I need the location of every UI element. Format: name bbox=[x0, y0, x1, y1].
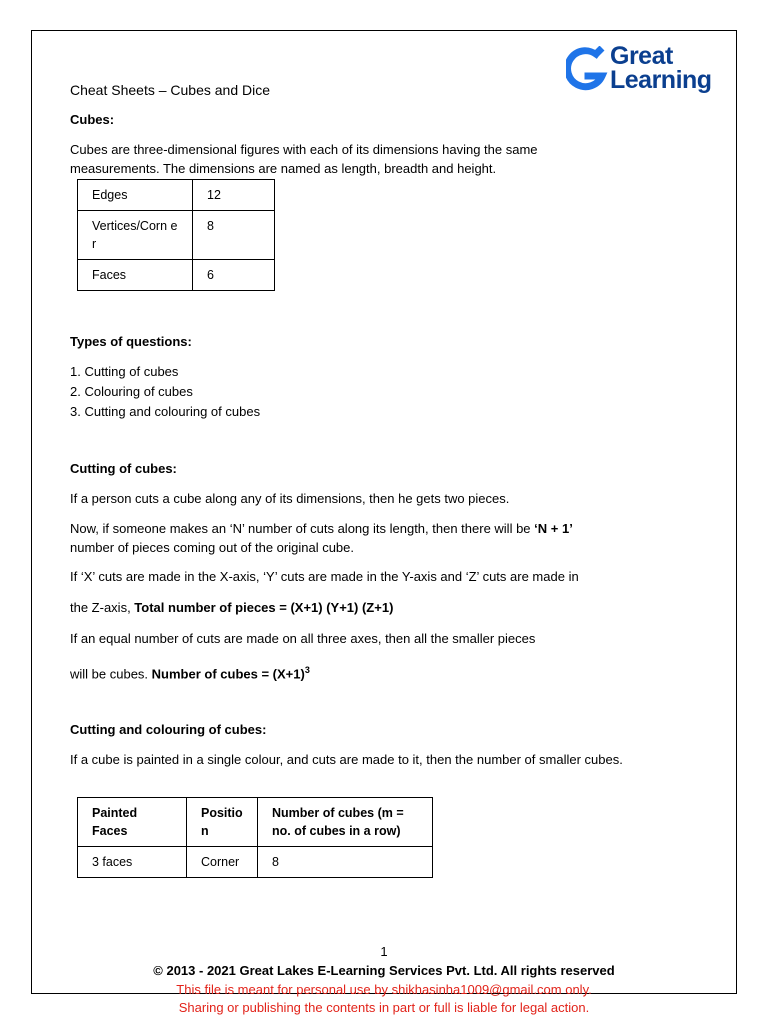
table-cell-value: 8 bbox=[193, 211, 275, 260]
page-number: 1 bbox=[380, 944, 388, 959]
logo-line-1: Great bbox=[610, 42, 673, 70]
table-row bbox=[78, 180, 275, 211]
table-header-row bbox=[78, 798, 433, 847]
text-run: Now, if someone makes an ‘N’ number of cuts along its length, then there will be bbox=[70, 521, 535, 536]
logo-text bbox=[610, 44, 712, 92]
types-item-1: 1. Cutting of cubes bbox=[70, 364, 179, 379]
legal-warning: Sharing or publishing the contents in part or full is liable for legal action. bbox=[178, 1000, 590, 1015]
cutting-heading: Cutting of cubes: bbox=[70, 461, 177, 476]
cutting-paragraph-2-line-2: number of pieces coming out of the original cube. bbox=[70, 540, 355, 555]
great-learning-logo bbox=[566, 44, 726, 100]
cubes-paragraph-line-2: measurements. The dimensions are named as length, breadth and height. bbox=[70, 161, 497, 176]
exponent: 3 bbox=[304, 665, 310, 675]
personal-use-warning: This file is meant for personal use by shikhasinha1009@gmail.com only. bbox=[176, 982, 592, 997]
colouring-heading: Cutting and colouring of cubes: bbox=[70, 722, 267, 737]
table-cell: Corner bbox=[187, 847, 258, 878]
colouring-paragraph: If a cube is painted in a single colour, and cuts are made to it, then the number of smaller cubes. bbox=[70, 752, 623, 767]
table-header-cell: Painted Faces bbox=[78, 798, 187, 847]
table-cell-value: 12 bbox=[193, 180, 275, 211]
number-of-cubes-formula: Number of cubes = (X+1) bbox=[151, 666, 305, 682]
table-row bbox=[78, 260, 275, 291]
types-item-2: 2. Colouring of cubes bbox=[70, 384, 193, 399]
text-run-bold: ‘N + 1’ bbox=[534, 521, 573, 536]
table-header-cell: Positio n bbox=[187, 798, 258, 847]
g-logo-icon bbox=[566, 46, 610, 98]
cube-properties-table bbox=[77, 179, 275, 291]
cutting-paragraph-3-line-2 bbox=[70, 598, 393, 617]
text-run: will be cubes. bbox=[70, 666, 152, 682]
total-pieces-formula: Total number of pieces = (X+1) (Y+1) (Z+1) bbox=[134, 600, 394, 615]
cutting-paragraph-4-line-2 bbox=[70, 661, 310, 683]
table-cell-label: Faces bbox=[78, 260, 193, 291]
copyright-notice: © 2013 - 2021 Great Lakes E-Learning Services Pvt. Ltd. All rights reserved bbox=[153, 963, 615, 978]
table-cell-label: Edges bbox=[78, 180, 193, 211]
table-cell: 3 faces bbox=[78, 847, 187, 878]
table-cell-label: Vertices/Corn er bbox=[78, 211, 193, 260]
cubes-paragraph-line-1: Cubes are three-dimensional figures with each of its dimensions having the same bbox=[70, 142, 538, 157]
cutting-paragraph-1: If a person cuts a cube along any of its dimensions, then he gets two pieces. bbox=[70, 491, 510, 506]
text-run: the Z-axis, bbox=[70, 600, 135, 615]
page-title: Cheat Sheets – Cubes and Dice bbox=[70, 82, 271, 98]
table-row bbox=[78, 847, 433, 878]
cutting-paragraph-2-line-1 bbox=[70, 519, 573, 538]
logo-line-2: Learning bbox=[610, 66, 712, 94]
types-item-3: 3. Cutting and colouring of cubes bbox=[70, 404, 261, 419]
types-heading: Types of questions: bbox=[70, 334, 192, 349]
table-cell: 8 bbox=[258, 847, 433, 878]
cutting-paragraph-3-line-1: If ‘X’ cuts are made in the X-axis, ‘Y’ cuts are made in the Y-axis and ‘Z’ cuts are made in bbox=[70, 569, 579, 584]
cubes-heading: Cubes: bbox=[70, 112, 115, 127]
table-row bbox=[78, 211, 275, 260]
cutting-paragraph-4-line-1: If an equal number of cuts are made on all three axes, then all the smaller pieces bbox=[70, 631, 536, 646]
table-header-cell: Number of cubes (m = no. of cubes in a row) bbox=[258, 798, 433, 847]
painted-cubes-table bbox=[77, 797, 433, 878]
table-cell-value: 6 bbox=[193, 260, 275, 291]
